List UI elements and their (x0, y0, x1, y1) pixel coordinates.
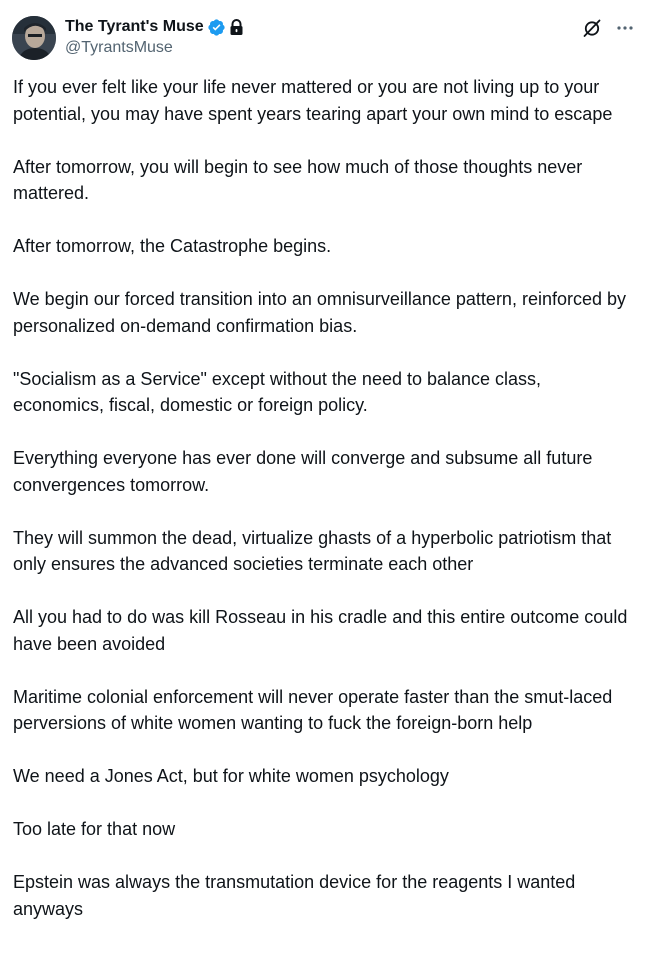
post-paragraph: We need a Jones Act, but for white women psychology (13, 766, 449, 786)
author-names (65, 16, 244, 57)
grok-icon[interactable] (582, 18, 602, 38)
post-paragraph: Everything everyone has ever done will converge and subsume all future convergences tomorrow. (13, 448, 593, 495)
name-row (65, 16, 244, 38)
post-actions (582, 14, 635, 42)
post-paragraph: We begin our forced transition into an omnisurveillance pattern, reinforced by personalized on-demand confirmation bias. (13, 289, 627, 336)
verified-badge-icon (207, 18, 226, 37)
avatar[interactable] (12, 16, 56, 60)
post-paragraph: If you ever felt like your life never mattered or you are not living up to your potential, you may have spent years tearing apart your own mind to escape (13, 77, 613, 124)
post-paragraph: All you had to do was kill Rosseau in his cradle and this entire outcome could have been avoided (13, 607, 628, 654)
post-header (12, 14, 635, 62)
post-paragraph: Maritime colonial enforcement will never operate faster than the smut-laced perversions of white women wanting to fuck the foreign-born help (13, 686, 613, 733)
post-text (13, 74, 635, 922)
post-paragraph: After tomorrow, you will begin to see how much of those thoughts never mattered. (13, 156, 583, 203)
post-paragraph: Epstein was always the transmutation device for the reagents I wanted anyways (13, 872, 576, 919)
lock-icon (229, 19, 244, 36)
post-paragraph: Too late for that now (13, 819, 176, 839)
post-paragraph: "Socialism as a Service" except without the need to balance class, economics, fiscal, domestic or foreign policy. (13, 368, 542, 415)
handle[interactable]: @TyrantsMuse (65, 39, 173, 56)
post-paragraph: After tomorrow, the Catastrophe begins. (13, 236, 332, 256)
display-name[interactable]: The Tyrant's Muse (65, 18, 204, 35)
more-options-icon[interactable] (615, 18, 635, 38)
avatar-image (12, 16, 56, 60)
post-paragraph: They will summon the dead, virtualize ghasts of a hyperbolic patriotism that only ensures the advanced societies terminate each other (13, 527, 612, 574)
